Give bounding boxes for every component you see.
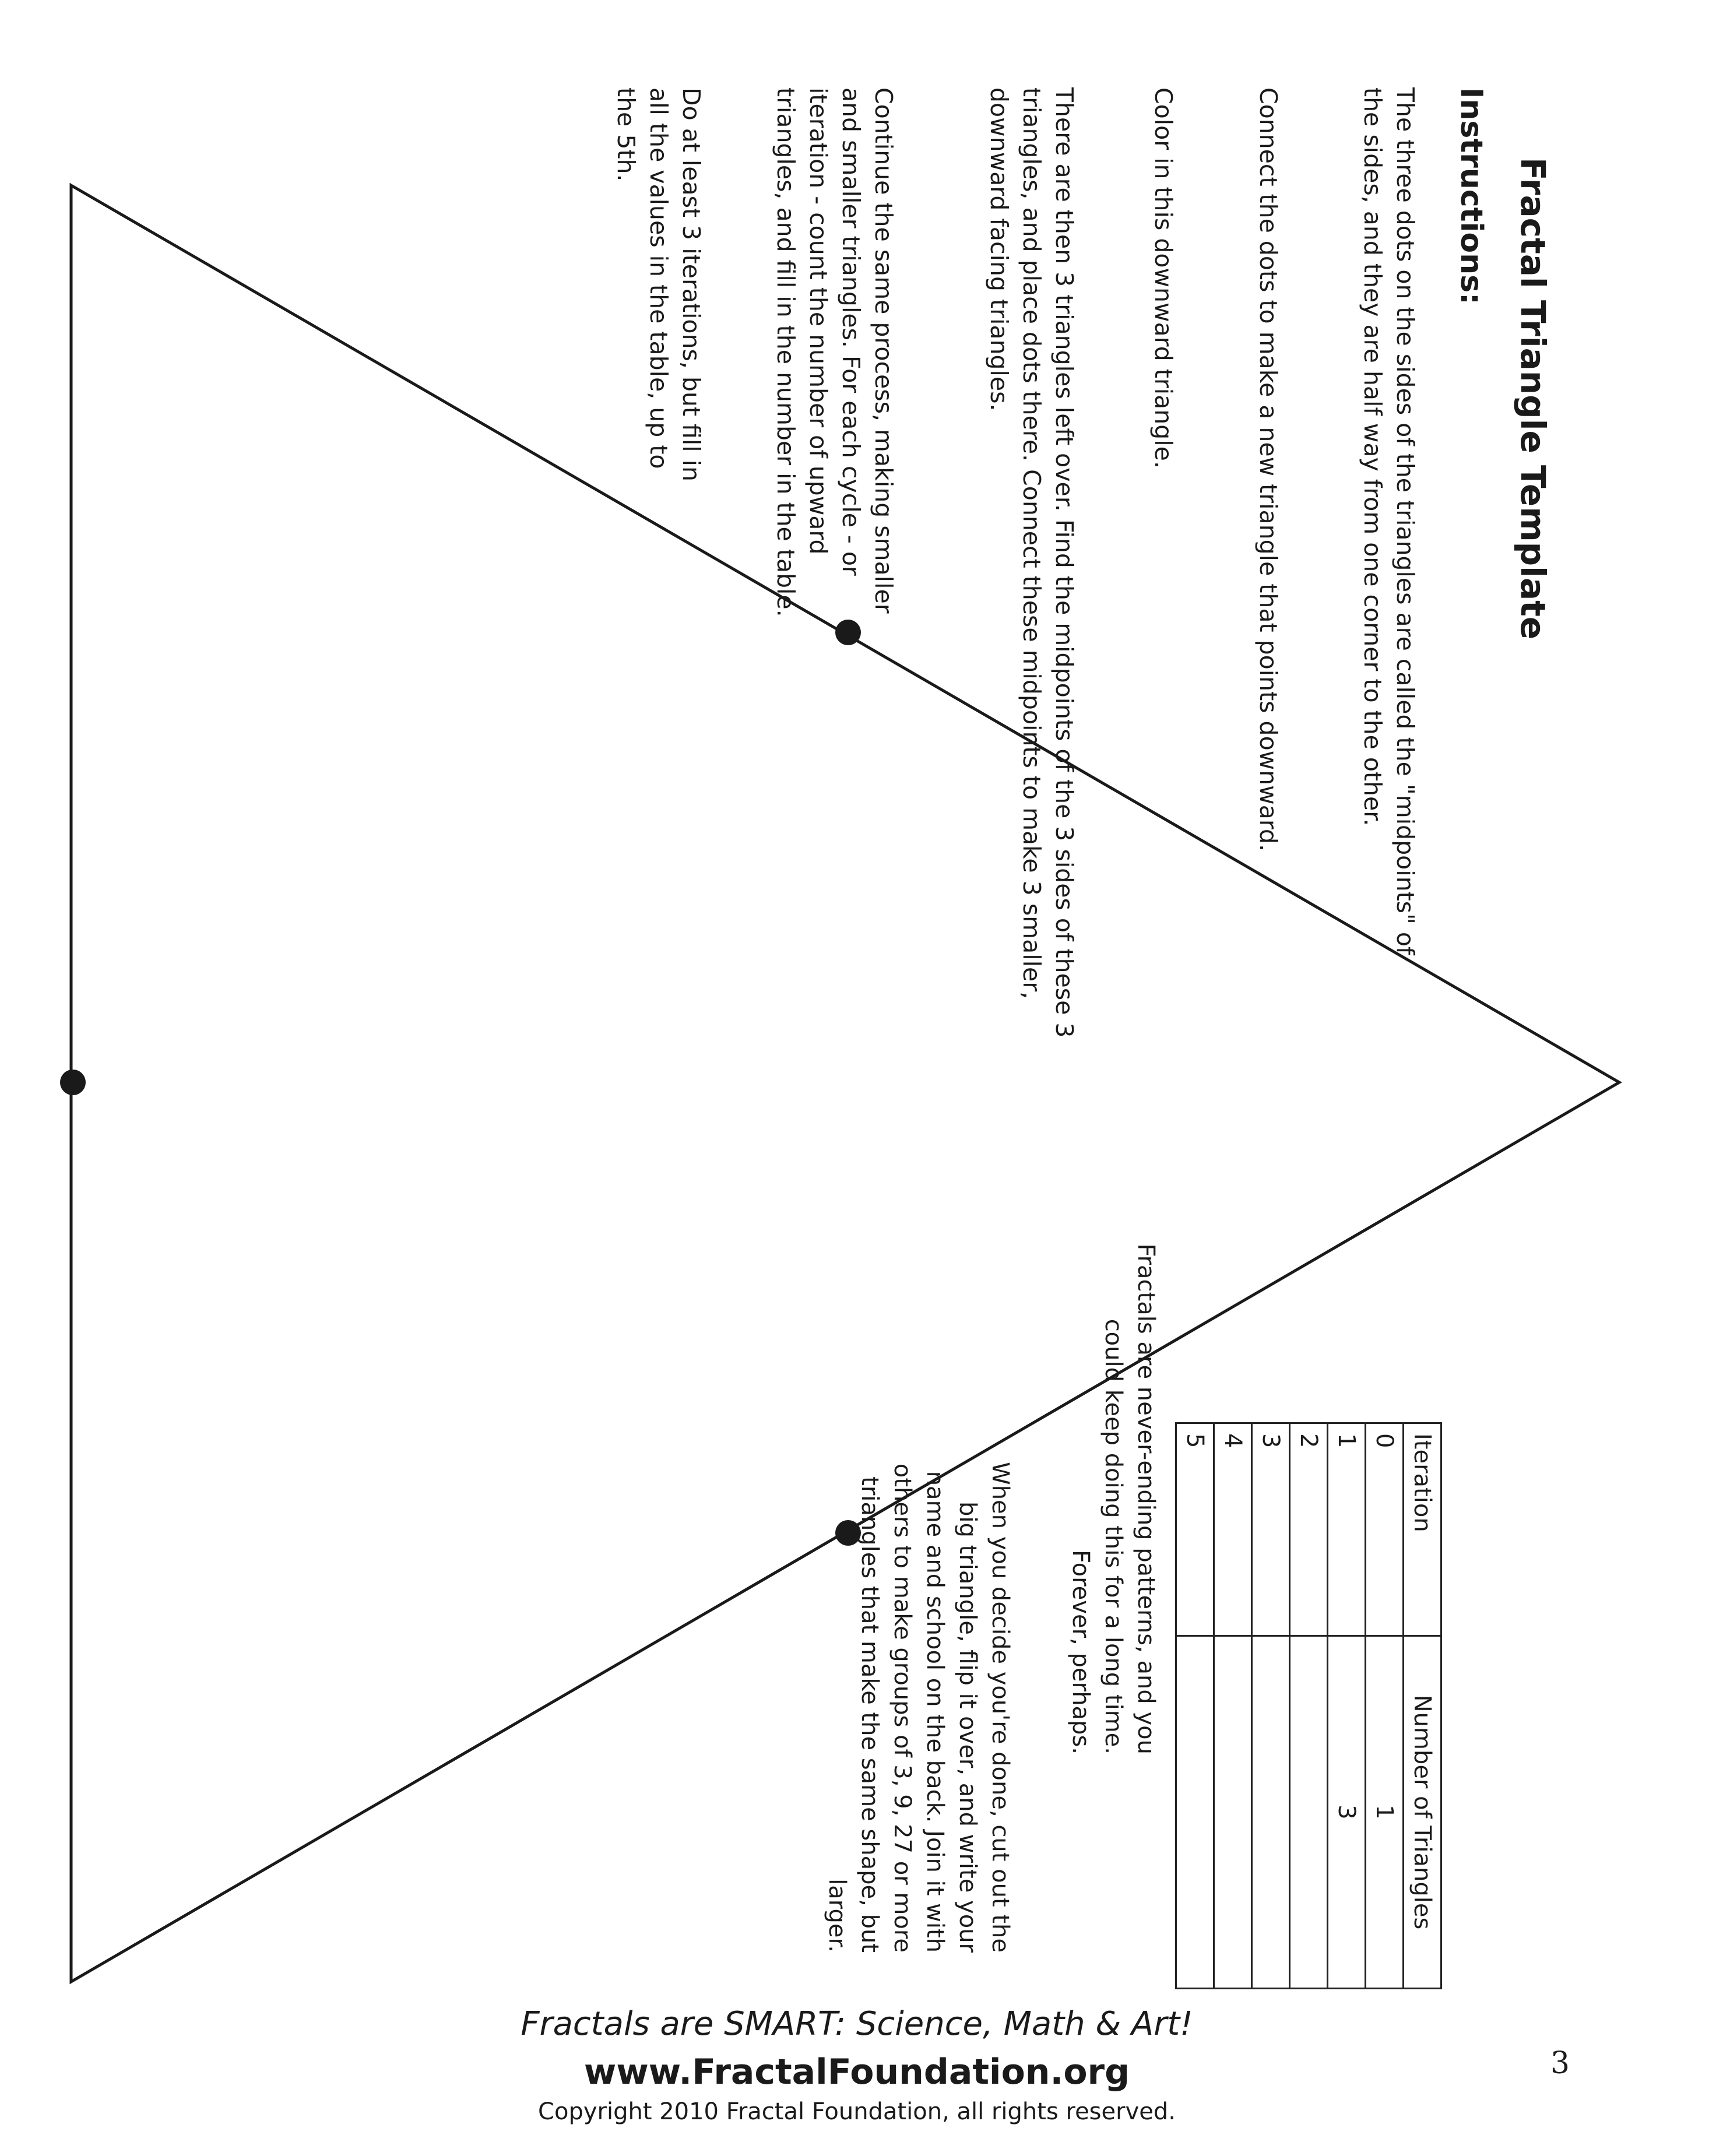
page-number: 3 [1550, 2046, 1570, 2081]
table-row [1328, 1423, 1366, 1989]
instruction-paragraph: Color in this downward triangle. [1149, 87, 1177, 469]
table-row [1176, 1423, 1214, 1989]
iteration-cell: 4 [1214, 1423, 1252, 1636]
count-cell[interactable] [1214, 1636, 1252, 1989]
count-cell[interactable] [1252, 1636, 1290, 1989]
table-row [1252, 1423, 1290, 1989]
count-cell[interactable]: 1 [1366, 1636, 1404, 1989]
header-number-of-triangles: Number of Triangles [1404, 1636, 1441, 1989]
header-iteration: Iteration [1404, 1423, 1441, 1636]
iteration-cell: 5 [1176, 1423, 1214, 1636]
iteration-cell: 0 [1366, 1423, 1404, 1636]
instruction-paragraph: The three dots on the sides of the triangles are called the "midpoints" of the sides, and they are half way from one corner to the other. [1359, 87, 1419, 955]
iteration-cell: 3 [1252, 1423, 1290, 1636]
instruction-paragraph: There are then 3 triangles left over. Find the midpoints of the 3 sides of these 3 triangles, and place dots there. Connect these midpoints to make 3 smaller, downward facing triangles. [985, 87, 1078, 1038]
cutout-note: When you decide you're done, cut out the big triangle, flip it over, and write your name and school on the back. Join it with others to make groups of 3, 9, 27 or more triangles that make the same shape, but larger. [824, 1462, 1014, 1953]
count-cell[interactable] [1176, 1636, 1214, 1989]
table-row [1214, 1423, 1252, 1989]
instruction-paragraph: Connect the dots to make a new triangle that points downward. [1254, 87, 1282, 852]
footer-url-link[interactable]: www.FractalFoundation.org [583, 2052, 1130, 2092]
table-row [1366, 1423, 1404, 1989]
instruction-paragraph: Do at least 3 iterations, but fill in all the values in the table, up to the 5th. [612, 87, 705, 482]
table-row [1290, 1423, 1328, 1989]
instructions-heading: Instructions: [1454, 87, 1489, 305]
footer-copyright: Copyright 2010 Fractal Foundation, all rights reserved. [538, 2098, 1176, 2125]
iteration-cell: 1 [1328, 1423, 1366, 1636]
count-cell[interactable]: 3 [1328, 1636, 1366, 1989]
footer-tagline: Fractals are SMART: Science, Math & Art! [521, 2005, 1193, 2043]
fractals-note: Fractals are never-ending patterns, and you could keep doing this for a long time. Forever, perhaps. [1067, 1243, 1159, 1754]
count-cell[interactable] [1290, 1636, 1328, 1989]
page-title: Fractal Triangle Template [1513, 157, 1553, 640]
iteration-cell: 2 [1290, 1423, 1328, 1636]
instruction-paragraph: Continue the same process, making smaller and smaller triangles. For each cycle - or iteration - count the number of upward triangles, and fill in the number in the table. [772, 87, 898, 617]
iteration-table [1175, 1422, 1442, 1989]
table-header-row [1404, 1423, 1441, 1989]
